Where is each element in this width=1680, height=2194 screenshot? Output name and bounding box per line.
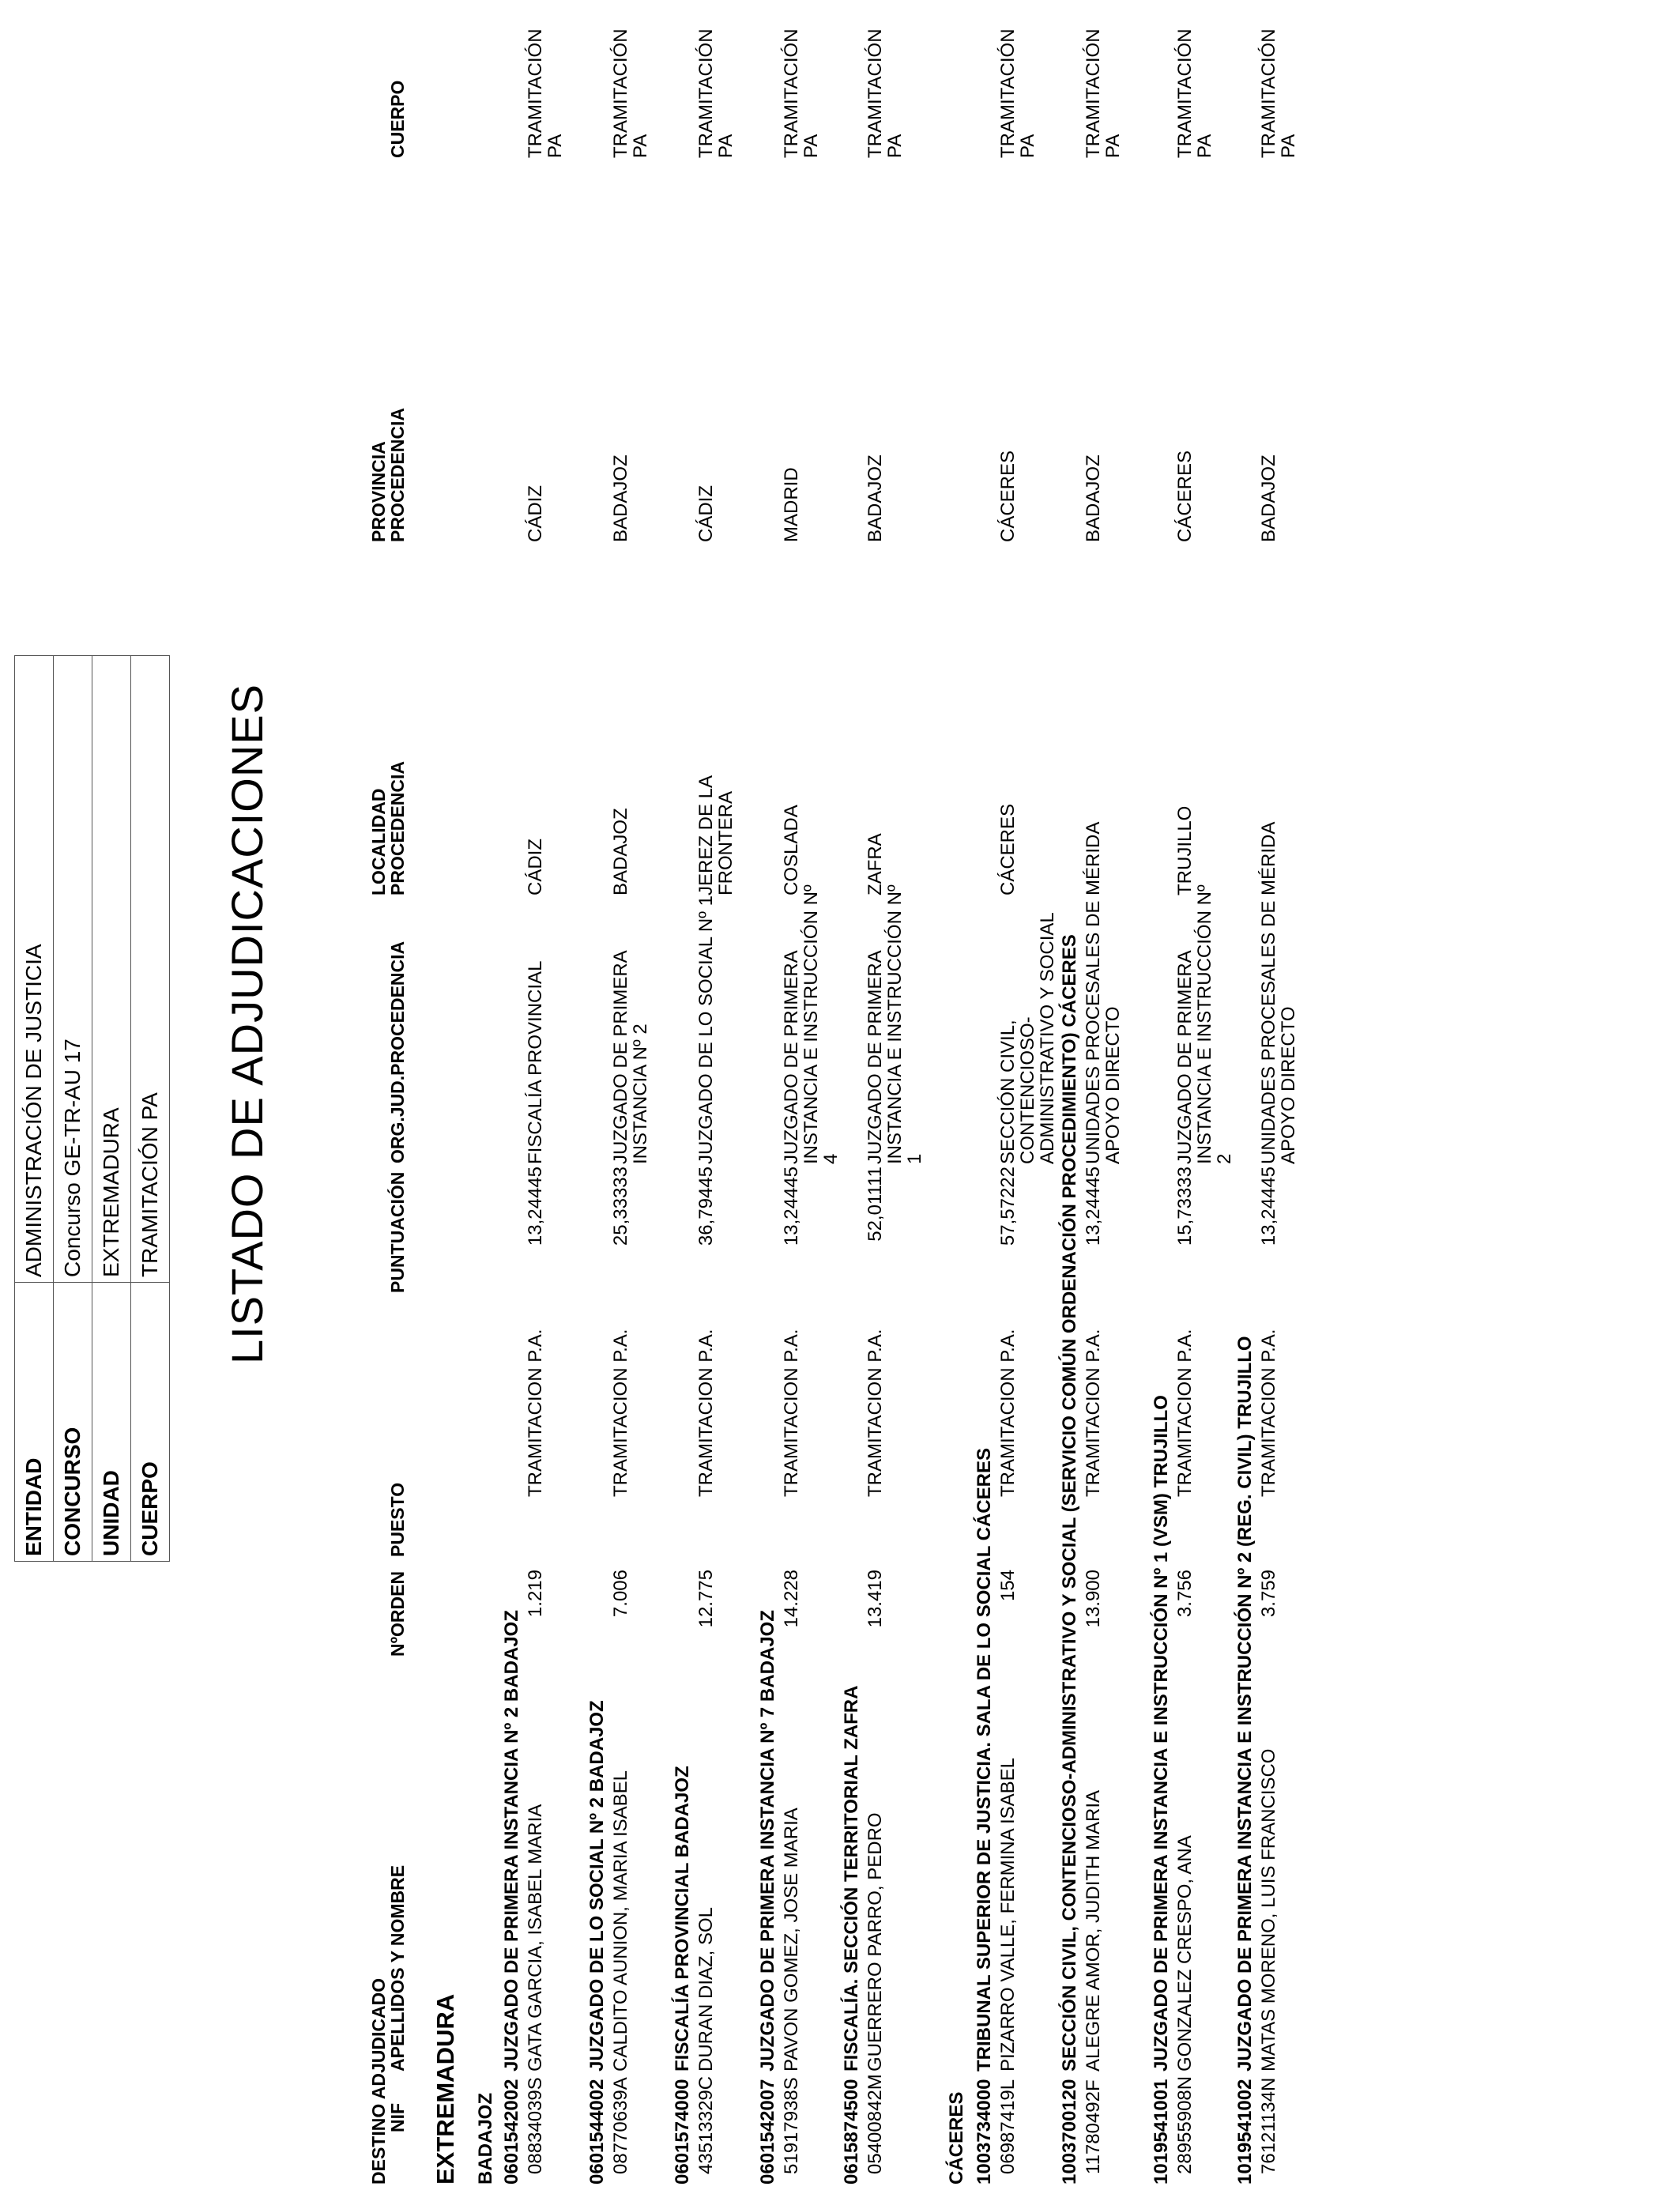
adjudication-record xyxy=(841,0,951,2194)
puesto: TRAMITACION P.A. xyxy=(997,1329,1019,1497)
numero-orden: 13.419 xyxy=(864,1570,886,1628)
concurso-value: Concurso GE-TR-AU 17 xyxy=(54,656,92,1283)
header-cuerpo: CUERPO xyxy=(387,80,408,158)
org-procedencia: UNIDADES PROCESALES DE APOYO DIRECTO xyxy=(1258,900,1299,1164)
info-table xyxy=(14,655,170,1562)
info-row-concurso xyxy=(54,656,92,1562)
provincia-procedencia: BADAJOZ xyxy=(610,454,631,542)
entidad-value: ADMINISTRACIÓN DE JUSTICIA xyxy=(15,656,54,1283)
apellidos-nombre: CALDITO AUNION, MARIA ISABEL xyxy=(610,1770,631,2071)
nif: 43513329C xyxy=(695,2075,717,2174)
unidad-value: EXTREMADURA xyxy=(92,656,131,1283)
apellidos-nombre: GUERRERO PARRO, PEDRO xyxy=(864,1812,886,2071)
puesto: TRAMITACION P.A. xyxy=(864,1329,886,1497)
cuerpo: TRAMITACIÓN PA xyxy=(1174,28,1215,158)
cuerpo: TRAMITACIÓN PA xyxy=(1258,28,1299,158)
org-procedencia: JUZGADO DE PRIMERA INSTANCIA Nº 2 xyxy=(610,951,651,1164)
province-heading-caceres: CÁCERES xyxy=(946,2091,967,2185)
puntuacion: 57,57222 xyxy=(997,1167,1019,1246)
puntuacion: 25,33333 xyxy=(610,1167,631,1246)
cuerpo: TRAMITACIÓN PA xyxy=(695,28,736,158)
puntuacion: 52,01111 xyxy=(864,1167,886,1242)
numero-orden: 7.006 xyxy=(610,1570,631,1618)
localidad-procedencia: MÉRIDA xyxy=(1258,821,1279,895)
puesto: TRAMITACION P.A. xyxy=(695,1329,717,1497)
concurso-label: CONCURSO xyxy=(54,1283,92,1562)
header-provincia-2: PROCEDENCIA xyxy=(387,408,408,542)
destino-code: 1019541002 xyxy=(1234,2079,1256,2185)
destino-organo: JUZGADO DE LO SOCIAL Nº 2 BADAJOZ xyxy=(586,1700,608,2071)
provincia-procedencia: BADAJOZ xyxy=(864,454,886,542)
puesto: TRAMITACION P.A. xyxy=(1258,1329,1279,1497)
numero-orden: 3.759 xyxy=(1258,1570,1279,1618)
destino-organo: FISCALÍA PROVINCIAL BADAJOZ xyxy=(672,1766,693,2071)
localidad-procedencia: ZAFRA xyxy=(864,833,886,895)
provincia-procedencia: CÁCERES xyxy=(1174,450,1196,542)
destino-organo: JUZGADO DE PRIMERA INSTANCIA Nº 7 BADAJOZ xyxy=(757,1610,778,2071)
header-norden: NºORDEN xyxy=(387,1570,408,1657)
localidad-procedencia: TRUJILLO xyxy=(1174,805,1196,895)
nif: 76121134N xyxy=(1258,2077,1279,2174)
apellidos-nombre: PAVON GOMEZ, JOSE MARIA xyxy=(781,1808,802,2071)
nif: 08770639A xyxy=(610,2077,631,2174)
localidad-procedencia: COSLADA xyxy=(781,805,802,895)
info-row-entidad xyxy=(15,656,54,1562)
org-procedencia: SECCIÓN CIVIL, CONTENCIOSO-ADMINISTRATIVO Y SOCIAL xyxy=(997,912,1058,1164)
destino-code: 0601542002 xyxy=(501,2079,522,2185)
info-row-unidad xyxy=(92,656,131,1562)
puntuacion: 13,24445 xyxy=(1083,1167,1104,1246)
nif: 05400842M xyxy=(864,2074,886,2174)
org-procedencia: JUZGADO DE LO SOCIAL Nº 1 xyxy=(695,895,717,1164)
header-apellidos: APELLIDOS Y NOMBRE xyxy=(387,1864,408,2071)
header-destino: DESTINO ADJUDICADO xyxy=(368,1977,389,2185)
org-procedencia: FISCALÍA PROVINCIAL xyxy=(525,960,546,1164)
nif: 51917938S xyxy=(781,2077,802,2174)
header-nif: NIF xyxy=(387,2102,408,2132)
numero-orden: 12.775 xyxy=(695,1570,717,1628)
org-procedencia: JUZGADO DE PRIMERA INSTANCIA E INSTRUCCIÓN Nº 2 xyxy=(1174,884,1235,1164)
numero-orden: 1.219 xyxy=(525,1570,546,1618)
puntuacion: 13,24445 xyxy=(1258,1167,1279,1246)
cuerpo: TRAMITACIÓN PA xyxy=(525,28,566,158)
localidad-procedencia: BADAJOZ xyxy=(610,808,631,895)
destino-code: 0601542007 xyxy=(757,2079,778,2185)
provincia-procedencia: BADAJOZ xyxy=(1083,454,1104,542)
destino-organo: TRIBUNAL SUPERIOR DE JUSTICIA. SALA DE LO SOCIAL CÁCERES xyxy=(974,1448,995,2071)
apellidos-nombre: DURAN DIAZ, SOL xyxy=(695,1906,717,2071)
apellidos-nombre: MATAS MORENO, LUIS FRANCISCO xyxy=(1258,1748,1279,2071)
cuerpo: TRAMITACIÓN PA xyxy=(997,28,1038,158)
provincia-procedencia: BADAJOZ xyxy=(1258,454,1279,542)
puesto: TRAMITACION P.A. xyxy=(781,1329,802,1497)
puesto: TRAMITACION P.A. xyxy=(610,1329,631,1497)
cuerpo: TRAMITACIÓN PA xyxy=(781,28,822,158)
puntuacion: 13,24445 xyxy=(525,1167,546,1246)
page-title: LISTADO DE ADJUDICACIONES xyxy=(222,683,272,1364)
destino-code: 1003734000 xyxy=(974,2079,995,2185)
destino-code: 1003700120 xyxy=(1059,2079,1080,2185)
cuerpo: TRAMITACIÓN PA xyxy=(610,28,651,158)
header-org-procedencia: ORG.JUD.PROCEDENCIA xyxy=(387,941,408,1163)
cuerpo-label: CUERPO xyxy=(131,1283,170,1562)
nif: 06987419L xyxy=(997,2079,1019,2174)
destino-organo: JUZGADO DE PRIMERA INSTANCIA E INSTRUCCIÓN Nº 2 (REG. CIVIL) TRUJILLO xyxy=(1234,1336,1256,2071)
header-puntuacion: PUNTUACIÓN xyxy=(387,1171,408,1293)
region-heading: EXTREMADURA xyxy=(431,1993,459,2185)
puntuacion: 36,79445 xyxy=(695,1167,717,1246)
localidad-procedencia: MÉRIDA xyxy=(1083,821,1104,895)
provincia-procedencia: CÁCERES xyxy=(997,450,1019,542)
provincia-procedencia: CÁDIZ xyxy=(695,485,717,542)
apellidos-nombre: GATA GARCIA, ISABEL MARIA xyxy=(525,1804,546,2071)
localidad-procedencia: JEREZ DE LA FRONTERA xyxy=(695,776,736,895)
apellidos-nombre: PIZARRO VALLE, FERMINA ISABEL xyxy=(997,1757,1019,2071)
nif: 11780492F xyxy=(1083,2079,1104,2174)
destino-code: 1019541001 xyxy=(1151,2079,1172,2185)
puesto: TRAMITACION P.A. xyxy=(1174,1329,1196,1497)
destino-organo: JUZGADO DE PRIMERA INSTANCIA Nº 2 BADAJOZ xyxy=(501,1610,522,2071)
cuerpo: TRAMITACIÓN PA xyxy=(864,28,906,158)
nif: 28955908N xyxy=(1174,2075,1196,2174)
province-heading-badajoz: BADAJOZ xyxy=(475,2092,496,2185)
destino-organo: FISCALÍA. SECCIÓN TERRITORIAL ZAFRA xyxy=(841,1685,862,2071)
adjudication-record xyxy=(1234,0,1345,2194)
cuerpo-value: TRAMITACIÓN PA xyxy=(131,656,170,1283)
puntuacion: 15,73333 xyxy=(1174,1167,1196,1246)
numero-orden: 154 xyxy=(997,1570,1019,1602)
destino-organo: JUZGADO DE PRIMERA INSTANCIA E INSTRUCCIÓN Nº 1 (VSM) TRUJILLO xyxy=(1151,1395,1172,2071)
numero-orden: 3.756 xyxy=(1174,1570,1196,1618)
header-provincia-1: PROVINCIA xyxy=(368,441,389,542)
cuerpo: TRAMITACIÓN PA xyxy=(1083,28,1124,158)
header-puesto: PUESTO xyxy=(387,1482,408,1557)
header-localidad-1: LOCALIDAD xyxy=(368,788,389,895)
provincia-procedencia: CÁDIZ xyxy=(525,485,546,542)
localidad-procedencia: CÁCERES xyxy=(997,803,1019,895)
puntuacion: 13,24445 xyxy=(781,1167,802,1246)
entidad-label: ENTIDAD xyxy=(15,1283,54,1562)
destino-code: 0615874500 xyxy=(841,2079,862,2185)
header-localidad-2: PROCEDENCIA xyxy=(387,761,408,895)
numero-orden: 13.900 xyxy=(1083,1570,1104,1628)
apellidos-nombre: GONZALEZ CRESPO, ANA xyxy=(1174,1835,1196,2071)
nif: 08834039S xyxy=(525,2077,546,2174)
destino-code: 0601574000 xyxy=(672,2079,693,2185)
numero-orden: 14.228 xyxy=(781,1570,802,1628)
info-row-cuerpo xyxy=(131,656,170,1562)
unidad-label: UNIDAD xyxy=(92,1283,131,1562)
destino-organo: SECCIÓN CIVIL, CONTENCIOSO-ADMINISTRATIVO Y SOCIAL (SERVICIO COMÚN ORDENACIÓN PROCEDIMIENTO) CÁCERES xyxy=(1059,934,1080,2071)
apellidos-nombre: ALEGRE AMOR, JUDITH MARIA xyxy=(1083,1789,1104,2071)
puesto: TRAMITACION P.A. xyxy=(1083,1329,1104,1497)
org-procedencia: JUZGADO DE PRIMERA INSTANCIA E INSTRUCCIÓN Nº 4 xyxy=(781,884,842,1164)
org-procedencia: UNIDADES PROCESALES DE APOYO DIRECTO xyxy=(1083,900,1124,1164)
destino-code: 0601544002 xyxy=(586,2079,608,2185)
puesto: TRAMITACION P.A. xyxy=(525,1329,546,1497)
org-procedencia: JUZGADO DE PRIMERA INSTANCIA E INSTRUCCIÓN Nº 1 xyxy=(864,884,925,1164)
localidad-procedencia: CÁDIZ xyxy=(525,839,546,895)
provincia-procedencia: MADRID xyxy=(781,467,802,542)
